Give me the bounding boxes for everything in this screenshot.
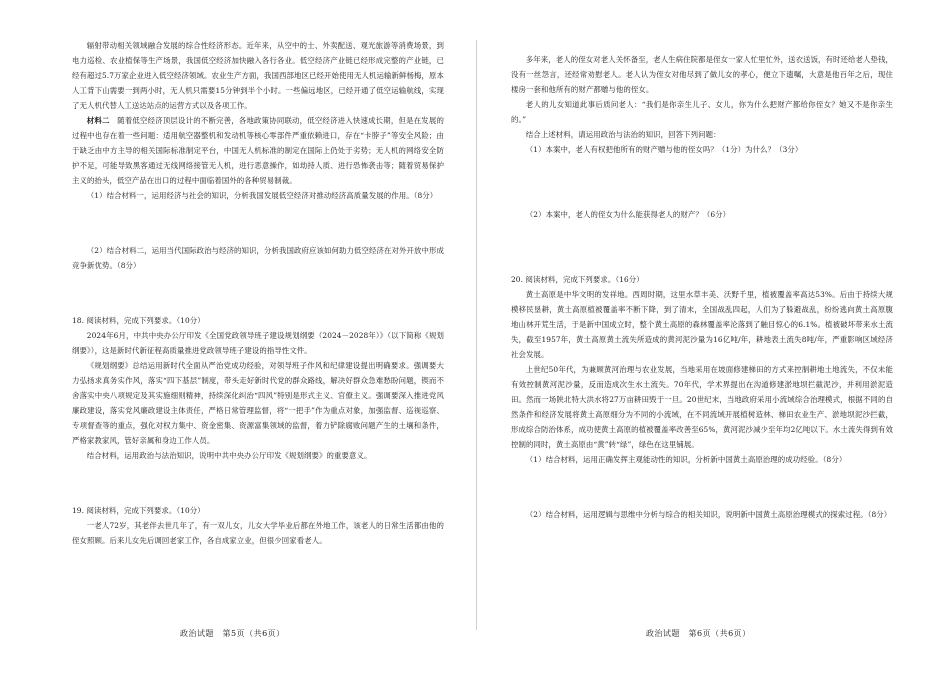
material1-tail: 辐射带动相关领域融合发展的综合性经济形态。近年来，从空中的士、外卖配送、观光旅游等消费场景，到电力巡检、农业植保等生产场景，我国低空经济加快融入各行各业。低空经济产业链已经形成完整的产业链，已经有超过5.7万家企业进入低空经济领域。农业生产方面，我国西部地区已经开始使用无人机运输新鲜杨梅，原本人工背下山需要一到两小时，无人机只需要15分钟到半个小时。一些偏远地区，已经开通了低空运输航线，实现了无人机代替人工送达站点的运营方式以及各项工作。 [72, 41, 444, 110]
question-18-para-2: 《规划纲要》总结运用新时代全面从严治党成功经验，对领导班子作风和纪律建设提出明确要求。强调要大力弘扬求真务实作风，落实“四下基层”制度，带头走好新时代党的群众路线，解决好群众急难愁盼问题，锲而不舍落实中央八项规定及其实施细则精神，持续深化纠治“四风”特别是形式主义、官僚主义。强调要深入推进党风廉政建设，落实党风廉政建设主体责任，严格日常管理监督，将“一把手”作为重点对象，加强监督、巡视巡察、专项督查等的重点，强化对权力集中、资金密集、资源富集领域的监督，着力铲除腐败问题产生的土壤和条件，严格家教家风，管好亲属和身边工作人员。 [72, 361, 444, 445]
question-20-2: （2）结合材料，运用逻辑与思维中分析与综合的相关知识，说明新中国黄土高原治理模式的探索过程。（8分） [525, 510, 892, 519]
question-19-para-2: 多年来，老人的侄女对老人关怀备至，老人生病住院都是侄女一家人忙里忙外，送衣送饭，有时还给老人垫钱，没有一丝怨言，还经常劝慰老人。老人认为侄女对他尽到了做儿女的孝心，便立下遗嘱，大意是他百年之后，现住楼房一套和他所有的财产都赠与他的侄女。 [511, 55, 893, 94]
question-19-2: （2）本案中，老人的侄女为什么能获得老人的财产？（6分） [525, 210, 731, 219]
answer-space [511, 157, 893, 207]
question-20-title: 20. 阅读材料，完成下列要求。（16分） [511, 275, 644, 284]
question-17-2: （2）结合材料二，运用当代国际政治与经济的知识，分析我国政府应该如何助力低空经济在对外开放中形成竞争新优势。（8分） [72, 246, 444, 270]
question-19-ask: 结合上述材料，请运用政治与法治的知识，回答下列问题： [525, 130, 721, 139]
question-18-para-1: 2024年6月，中共中央办公厅印发《全国党政领导班子建设规划纲要（2024－2028年）》（以下简称《规划纲要》），这是新时代新征程高质量推进党政领导班子建设的指导性文件。 [72, 331, 444, 355]
answer-space [72, 463, 444, 503]
question-19-title: 19. 阅读材料，完成下列要求。（10分） [72, 506, 205, 515]
answer-space [511, 467, 893, 507]
question-20-para-1: 黄土高原是中华文明的发祥地。西周时期，这里水草丰美、沃野千里，植被覆盖率高达53%。后由于持续大规模移民垦耕，黄土高原植被覆盖率不断下降，到了清末，全国战乱四起，人们为了躲避战乱，纷纷逃向黄土高原腹地山林开荒生活，于是新中国成立时，整个黄土高原的森林覆盖率沦落到了触目惊心的6.1%。植被破坏带来水土流失，截至1957年，黄土高原黄土流失所造成的黄河泥沙量为16亿吨/年，耕地表土流失8吨/年，严重影响区域经济社会发展。 [511, 290, 893, 359]
material2 [72, 113, 444, 188]
question-20-1: （1）结合材料，运用正确发挥主观能动性的知识，分析新中国黄土高原治理的成功经验。（8分） [525, 455, 847, 464]
question-20-para-2: 上世纪50年代，为兼顾黄河治理与农业发展，当地采用在坡面修建梯田的方式来控制耕地土地流失，不仅未能有效控制黄河泥沙量，反而造成次生水土流失。70年代，学术界提出在沟道修建淤地坝拦截泥沙，并利用淤泥造田。然而一场陕北特大洪水将27万亩耕田毁于一旦。20世纪末，当地政府采用小流域综合治理模式，根据不同的自然条件和经济发展将黄土高原细分为不同的小流域，在不同流域开展植树造林、梯田农业生产、淤地坝泥沙拦截，形成综合防治体系，成功使黄土高原的植被覆盖率改善至65%，黄河泥沙减少至年均2亿吨以下。水土流失得到有效控制的同时，黄土高原由“黄”转“绿”，绿色在这里铺展。 [511, 365, 893, 449]
page-5-column [72, 38, 444, 548]
answer-space [72, 273, 444, 313]
material2-body: 随着低空经济顶层设计的不断完善，各地政策协同联动，低空经济进入快速成长期，但是在发展的过程中也存在着一些问题：适用航空器整机和发动机等核心零部件严重依赖进口，存在“卡脖子”等安全风险；由于缺乏由中方主导的相关国际标准制定平台，中国无人机标准的制定在国际上仍处于劣势；无人机的网络安全防护不足，可能导致黑客通过无线网络接管无人机，进行恶意操作，如劫持人质、进行恐怖袭击等；随着贸易保护主义的抬头，低空产品在出口的过程中面临着国外的各种贸易制裁。 [72, 116, 444, 185]
material2-label: 材料二 [86, 116, 110, 125]
page-5-footer: 政治试题 第5页（共6页） [180, 629, 285, 638]
question-19-1: （1）本案中，老人有权把他所有的财产赠与他的侄女吗？（1分）为什么？（3分） [525, 145, 803, 154]
question-19-para-3: 老人的儿女知道此事后质问老人：“我们是你亲生儿子、女儿，你为什么把财产都给你侄女？她又不是你亲生的。” [511, 100, 893, 124]
page-6 [477, 0, 950, 673]
question-17-1: （1）结合材料一，运用经济与社会的知识，分析我国发展低空经济对推动经济高质量发展的作用。（8分） [86, 191, 438, 200]
page-6-footer: 政治试题 第6页（共6页） [646, 629, 751, 638]
answer-space [72, 203, 444, 243]
question-18-title: 18. 阅读材料，完成下列要求。（10分） [72, 316, 205, 325]
page-6-column [511, 52, 893, 522]
answer-space [511, 222, 893, 272]
question-19-para-1: 一老人72岁，其老伴去世几年了，有一双儿女，儿女大学毕业后都在外地工作，该老人的日常生活都由他的侄女照顾。后来儿女先后调回老家工作，各自成家立业，但很少回家看老人。 [72, 521, 444, 545]
question-18-ask: 结合材料，运用政治与法治知识，说明中共中央办公厅印发《规划纲要》的重要意义。 [86, 451, 372, 460]
